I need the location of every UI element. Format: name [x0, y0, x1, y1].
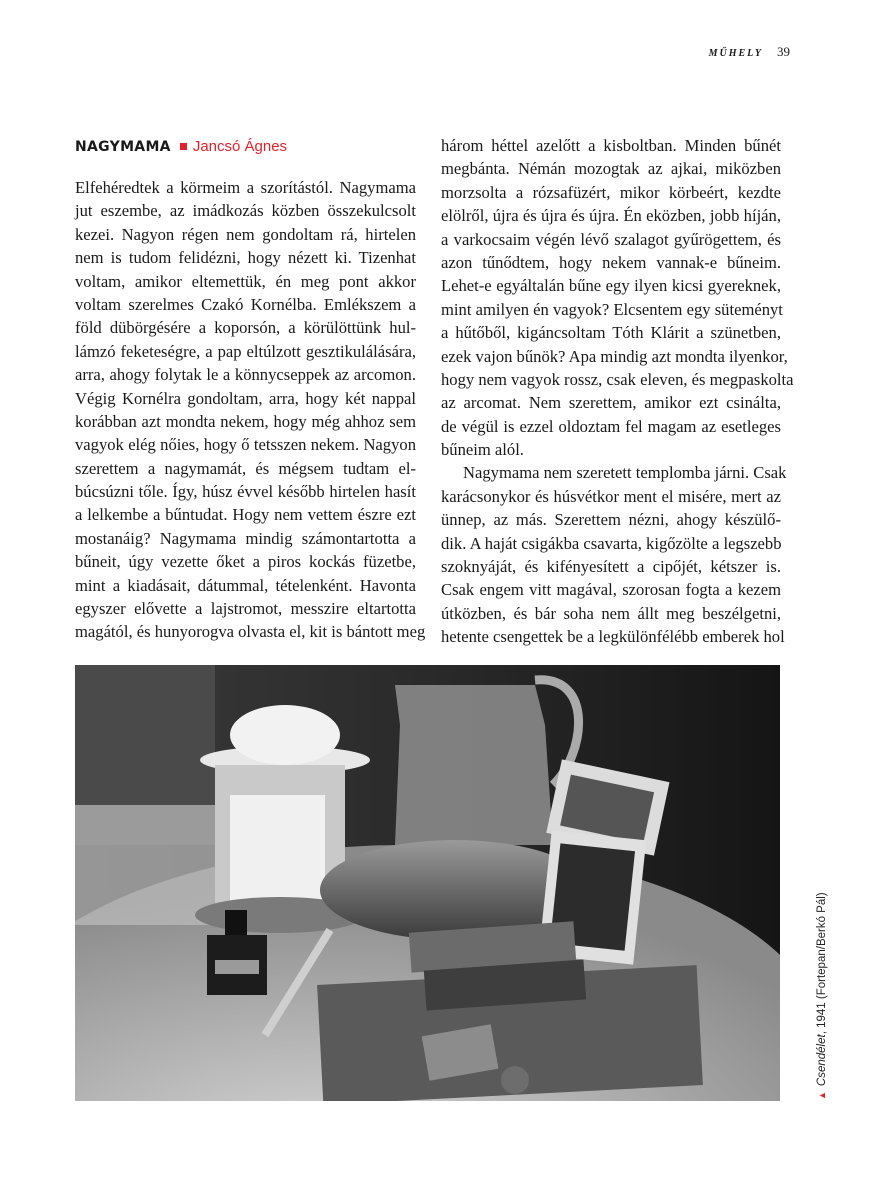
article-title: NAGYMAMA	[75, 139, 171, 155]
text-line: ezek vajon bűnök? Apa mindig azt mondta ilyenkor,	[441, 346, 788, 366]
text-line: Végig Kornélra gondoltam, arra, hogy két nappal	[75, 388, 416, 408]
running-header	[650, 44, 790, 60]
text-line: ünnep, az más. Szerettem nézni, ahogy készülő-	[441, 510, 781, 530]
text-line: megbánta. Némán mozogtak az ajkai, miközben	[441, 159, 781, 179]
text-line: búcsúzni tőle. Így, húsz évvel később hirtelen hasít	[75, 482, 416, 502]
text-line: azon tűnődtem, hogy nekem vannak-e bűneim.	[441, 252, 781, 272]
text-line: dik. A haját csigákba csavarta, kigőzölte a legszebb	[441, 533, 782, 553]
text-line: Lehet-e egyáltalán bűne egy ilyen kicsi gyereknek,	[441, 276, 781, 296]
text-line: mint amilyen én vagyok? Elcsentem egy süteményt	[441, 299, 783, 319]
text-line: föld dübörgésére a koporsón, a körülöttünk hul-	[75, 318, 416, 338]
still-life-photo	[75, 665, 780, 1101]
right-text-column	[441, 134, 794, 649]
text-line: hetente csengettek be a legkülönfélébb emberek hol	[441, 627, 785, 647]
text-line: voltam, amikor eltemettük, én meg pont akkor	[75, 271, 416, 291]
text-line: Csak engem vitt magával, szorosan fogta a kezem	[441, 580, 781, 600]
text-line: bűneim alól.	[441, 440, 524, 460]
text-line: de végül is ezzel oldoztam fel magam az esetleges	[441, 416, 781, 436]
text-line: lámzó feketeségre, a pap eltúlzott gesztikulálására,	[75, 341, 416, 361]
caption-credit: , 1941 (Fortepan/Berkó Pál)	[816, 892, 828, 1035]
caption-triangle-icon: ▲	[817, 1091, 827, 1100]
text-line: mostanáig? Nagymama mindig számontartotta a	[75, 528, 416, 548]
left-text-column	[75, 176, 426, 644]
text-line: útközben, és bár soha nem állt meg beszélgetni,	[441, 603, 781, 623]
text-line: három héttel azelőtt a kisboltban. Minden bűnét	[441, 136, 781, 155]
text-line: korábban azt mondta nekem, hogy még ahhoz sem	[75, 411, 416, 431]
text-line: a varkocsaim végén lévő szalagot gyűrögettem, és	[441, 229, 781, 249]
red-square-bullet-icon	[180, 143, 187, 150]
article-heading	[75, 138, 287, 155]
text-line: egyszer elővette a lajstromot, messzire eltartotta	[75, 599, 416, 619]
text-line: mint a kiadásait, dátummal, tételenként. Havonta	[75, 575, 416, 595]
text-line: karácsonykor és húsvétkor ment el misére, mert az	[441, 486, 781, 506]
text-line: kezei. Nagyon régen nem gondoltam rá, hirtelen	[75, 224, 416, 244]
photo-caption	[816, 892, 828, 1100]
text-line: jut eszembe, az imádkozás közben összekulcsolt	[75, 201, 416, 221]
section-name: MŰHELY	[708, 48, 763, 59]
text-line: hogy nem vagyok rossz, csak eleven, és megpaskolta	[441, 369, 794, 389]
text-line: nem is tudom felidézni, hogy nézett ki. Tizenhat	[75, 248, 416, 268]
text-line: szerettem a nagymamát, és mégsem tudtam el-	[75, 458, 416, 478]
caption-title: Csendélet	[816, 1034, 828, 1087]
text-line: vagyok elég nőies, hogy ő tetsszen nekem. Nagyon	[75, 435, 416, 455]
text-line: morzsolta a rózsafüzért, mikor körbeért, kezdte	[441, 182, 781, 202]
text-line: a hűtőből, kigáncsoltam Tóth Klárit a szünetben,	[441, 323, 781, 343]
text-line: bűneit, úgy vezette őket a piros kockás füzetbe,	[75, 552, 416, 572]
text-line: magától, és hunyorogva olvasta el, kit is bántott meg	[75, 622, 426, 642]
page-number: 39	[777, 44, 790, 59]
text-line: arra, ahogy folytak le a könnycseppek az arcomon.	[75, 365, 416, 385]
text-line: a lelkembe a bűntudat. Hogy nem vettem észre ezt	[75, 505, 416, 525]
text-line: Nagymama nem szeretett templomba járni. Csak	[463, 463, 787, 483]
text-line: elölről, újra és újra és újra. Én eközben, jobb híján,	[441, 206, 781, 226]
text-line: szoknyáját, és kifényesített a cipőjét, kétszer is.	[441, 557, 781, 577]
text-line: Elfehéredtek a körmeim a szorítástól. Nagymama	[75, 178, 416, 197]
text-line: voltam szerelmes Czakó Kornélba. Emlékszem a	[75, 294, 416, 314]
text-line: az arcomat. Nem szerettem, amikor ezt csinálta,	[441, 393, 781, 413]
article-author: Jancsó Ágnes	[192, 138, 288, 155]
